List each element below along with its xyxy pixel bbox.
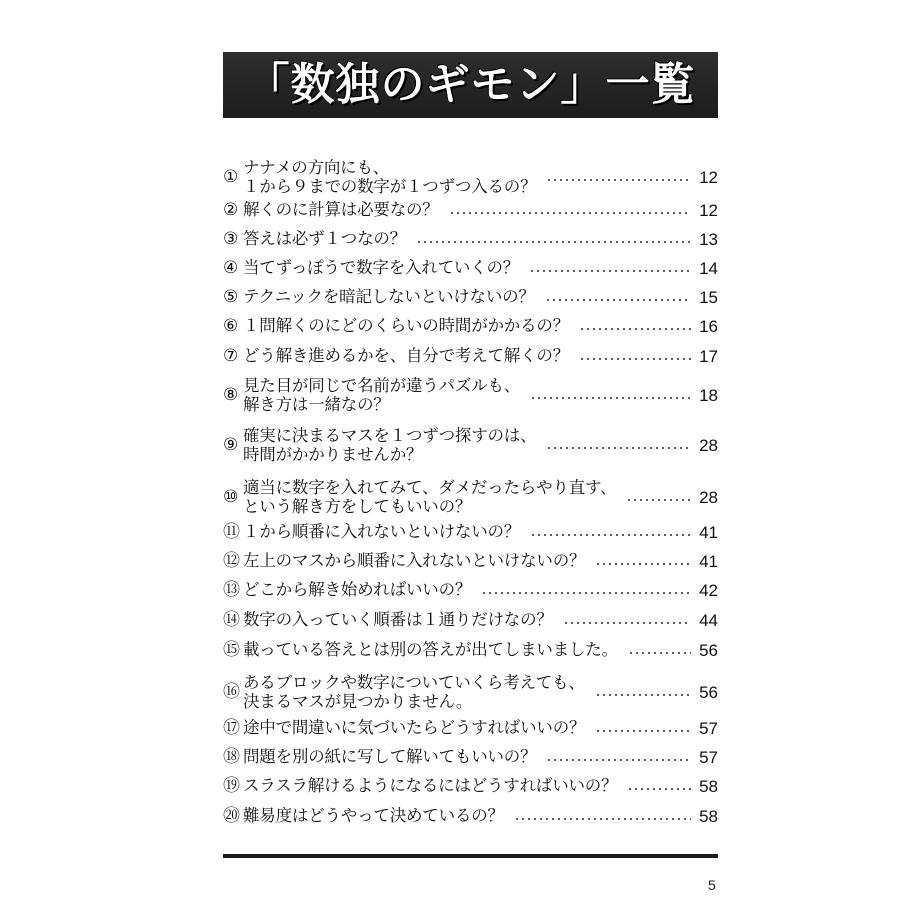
leader-dots [595, 563, 691, 565]
question-line: 解くのに計算は必要なの？ [243, 200, 439, 219]
question-text [243, 580, 471, 599]
toc-item [223, 522, 718, 544]
question-text [243, 426, 536, 464]
page-number: 5 [708, 877, 716, 893]
toc-item [223, 551, 718, 573]
question-text [243, 287, 535, 306]
question-text [243, 258, 519, 277]
item-number: ⑬ [223, 580, 240, 600]
question-text [243, 229, 406, 248]
question-line: １から順番に入れないといけないの？ [243, 522, 521, 541]
item-number: ⑯ [223, 682, 240, 702]
leader-dots [546, 759, 691, 761]
leader-dots [530, 397, 691, 399]
leader-dots [628, 652, 691, 654]
question-line: どこから解き始めればいいの？ [243, 580, 472, 599]
page-ref: 42 [699, 581, 718, 600]
question-line: 左上のマスから順番に入れないといけないの？ [243, 551, 586, 570]
page-ref: 13 [699, 230, 718, 249]
toc-item [223, 229, 718, 251]
question-line: 見た目が同じで名前が違うパズルも、 [243, 376, 521, 395]
page-ref: 58 [699, 777, 718, 796]
toc-item [223, 376, 718, 416]
item-number: ⑧ [223, 385, 239, 405]
page-ref: 14 [699, 259, 718, 278]
toc-item [223, 287, 718, 309]
toc-item [223, 718, 718, 740]
item-number: ⑤ [223, 287, 239, 307]
toc-item [223, 640, 718, 662]
leader-dots [529, 270, 691, 272]
page-ref: 41 [699, 523, 718, 542]
page-ref: 57 [699, 748, 718, 767]
item-number: ⑱ [223, 747, 240, 767]
toc-item [223, 258, 718, 280]
question-text [243, 522, 520, 541]
question-line: 問題を別の紙に写して解いてもいいの？ [243, 747, 537, 766]
item-number: ② [223, 200, 239, 220]
leader-dots [514, 818, 691, 820]
item-number: ④ [223, 258, 239, 278]
leader-dots [546, 179, 691, 181]
question-line: スラスラ解けるようになるにはどうすればいいの？ [243, 776, 618, 795]
leader-dots [595, 694, 691, 696]
toc-item [223, 200, 718, 222]
item-number: ⑲ [223, 776, 240, 796]
question-text [243, 478, 616, 516]
question-line: 当てずっぽうで数字を入れていくの？ [243, 258, 520, 277]
page-ref: 17 [699, 347, 718, 366]
question-text [243, 776, 617, 795]
question-text [243, 718, 585, 737]
question-line: 時間がかかりませんか？ [243, 445, 423, 464]
question-text [243, 158, 536, 196]
question-line: 確実に決まるマスを１つずつ探すのは、 [243, 426, 537, 445]
page-ref: 18 [699, 386, 718, 405]
page-ref: 56 [699, 641, 718, 660]
item-number: ① [223, 167, 239, 187]
question-line: ナナメの方向にも、 [243, 158, 390, 177]
toc-item [223, 610, 718, 632]
question-line: 載っている答えとは別の答えが出てしまいました。 [243, 640, 618, 659]
item-number: ⑦ [223, 346, 239, 366]
page-ref: 56 [699, 683, 718, 702]
question-line: 決まるマスが見つかりません。 [243, 692, 473, 711]
leader-dots [563, 622, 691, 624]
item-number: ③ [223, 229, 239, 249]
question-line: という解き方をしてもいいの？ [243, 497, 472, 516]
toc-item [223, 478, 718, 518]
question-text [243, 610, 553, 629]
question-line: 途中で間違いに気づいたらどうすればいいの？ [243, 718, 586, 737]
toc-item [223, 806, 718, 828]
leader-dots [481, 592, 691, 594]
bottom-rule [223, 854, 718, 858]
question-line: １問解くのにどのくらいの時間がかかるの？ [243, 316, 570, 335]
question-text [243, 551, 585, 570]
question-line: 難易度はどうやって決めているの？ [243, 806, 504, 825]
leader-dots [546, 447, 691, 449]
leader-dots [416, 241, 691, 243]
page-ref: 16 [699, 317, 718, 336]
toc-item [223, 346, 718, 368]
title-banner [223, 52, 718, 118]
leader-dots [530, 534, 691, 536]
toc-item [223, 158, 718, 198]
leader-dots [595, 730, 691, 732]
page-ref: 41 [699, 552, 718, 571]
leader-dots [626, 499, 691, 501]
question-line: 解き方は一緒なの？ [243, 395, 390, 414]
page-ref: 44 [699, 611, 718, 630]
item-number: ⑪ [223, 522, 240, 542]
question-line: 適当に数字を入れてみて、ダメだったらやり直す、 [243, 478, 617, 497]
question-line: テクニックを暗記しないといけないの？ [243, 287, 535, 306]
question-line: どう解き進めるかを、自分で考えて解くの？ [243, 346, 570, 365]
question-text [243, 640, 618, 659]
question-text [243, 673, 585, 711]
item-number: ⑨ [223, 435, 239, 455]
question-text [243, 376, 520, 414]
question-text [243, 316, 569, 335]
leader-dots [579, 328, 691, 330]
leader-dots [579, 358, 691, 360]
item-number: ⑳ [223, 806, 240, 826]
question-line: １から９までの数字が１つずつ入るの？ [243, 177, 537, 196]
page-ref: 12 [699, 168, 718, 187]
item-number: ⑥ [223, 316, 239, 336]
question-text [243, 346, 569, 365]
leader-dots [449, 212, 691, 214]
page-ref: 12 [699, 201, 718, 220]
toc-item [223, 673, 718, 713]
item-number: ⑫ [223, 551, 240, 571]
toc-item [223, 747, 718, 769]
toc-item [223, 426, 718, 466]
question-line: あるブロックや数字についていくら考えても、 [243, 673, 585, 692]
page-title: 「数独のギモン」一覧 [245, 59, 696, 110]
page-ref: 57 [699, 719, 718, 738]
question-line: 数字の入っていく順番は１通りだけなの？ [243, 610, 553, 629]
question-line: 答えは必ず１つなの？ [243, 229, 407, 248]
item-number: ⑰ [223, 718, 240, 738]
question-text [243, 747, 536, 766]
toc-item [223, 776, 718, 798]
toc-item [223, 580, 718, 602]
question-text [243, 200, 439, 219]
leader-dots [545, 299, 691, 301]
leader-dots [627, 788, 691, 790]
toc-item [223, 316, 718, 338]
page-ref: 58 [699, 807, 718, 826]
item-number: ⑮ [223, 640, 240, 660]
page-ref: 15 [699, 288, 718, 307]
question-text [243, 806, 504, 825]
page-ref: 28 [699, 488, 718, 507]
item-number: ⑭ [223, 610, 240, 630]
page-ref: 28 [699, 436, 718, 455]
item-number: ⑩ [223, 487, 239, 507]
